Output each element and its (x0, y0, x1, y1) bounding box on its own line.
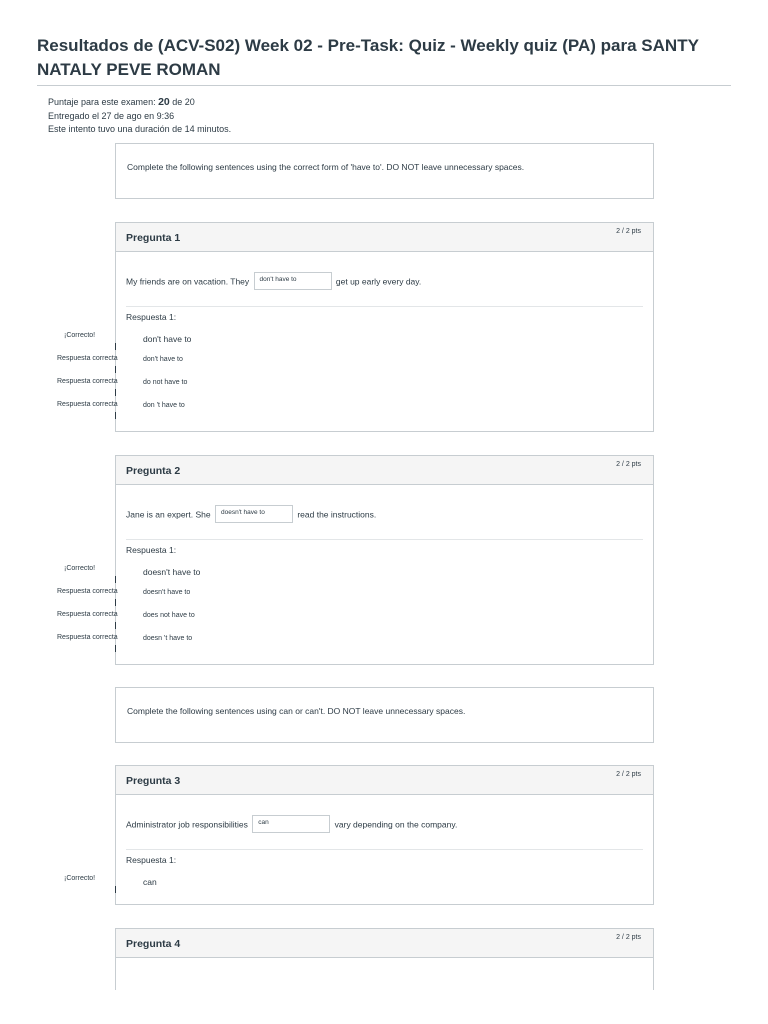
question-points: 2 / 2 pts (616, 228, 641, 235)
question-4-card (115, 928, 654, 990)
correct-answer: does not have to (143, 612, 195, 619)
marker-tick (115, 576, 116, 583)
given-answer: can (143, 877, 157, 887)
sentence-start: Administrator job responsibilities (126, 819, 248, 830)
question-sentence (126, 816, 457, 834)
correct-answer-label: Respuesta correcta (57, 634, 118, 641)
answer-blank: doesn't have to (215, 505, 293, 523)
question-header (116, 929, 653, 958)
correct-mark: ¡Correcto! (64, 565, 96, 572)
correct-mark: ¡Correcto! (64, 875, 96, 882)
response-label: Respuesta 1: (126, 855, 177, 865)
question-title: Pregunta 3 (126, 775, 181, 787)
attempt-summary (48, 96, 231, 137)
correct-answer: do not have to (143, 379, 188, 386)
instructions-text: Complete the following sentences using can or can't. DO NOT leave unnecessary spaces. (127, 706, 466, 716)
sentence-start: Jane is an expert. She (126, 509, 211, 520)
score-line (48, 96, 231, 110)
correct-mark: ¡Correcto! (64, 332, 96, 339)
correct-answer: don 't have to (143, 402, 185, 409)
marker-tick (115, 366, 116, 373)
question-sentence (126, 506, 376, 524)
marker-tick (115, 599, 116, 606)
duration-line: Este intento tuvo una duración de 14 minutos. (48, 124, 232, 134)
marker-tick (115, 412, 116, 419)
correct-answer-label: Respuesta correcta (57, 588, 118, 595)
instructions-can (115, 687, 654, 743)
given-answer: don't have to (143, 334, 192, 344)
correct-answer: don't have to (143, 356, 183, 363)
marker-tick (115, 886, 116, 893)
score-label: Puntaje para este examen: (48, 97, 159, 107)
question-3-card (115, 765, 654, 905)
question-2-card (115, 455, 654, 665)
page-title: Resultados de (ACV-S02) Week 02 - Pre-Task: Quiz - Weekly quiz (PA) para SANTY NATALY PEVE ROMAN (37, 36, 699, 79)
correct-answer: doesn 't have to (143, 635, 193, 642)
score-total: de 20 (169, 97, 195, 107)
sentence-start: My friends are on vacation. They (126, 276, 250, 287)
response-label: Respuesta 1: (126, 312, 177, 322)
correct-answer-label: Respuesta correcta (57, 401, 118, 408)
question-divider (126, 849, 643, 850)
question-1-card (115, 222, 654, 432)
question-points: 2 / 2 pts (616, 461, 641, 468)
question-title: Pregunta 2 (126, 465, 181, 477)
question-points: 2 / 2 pts (616, 934, 641, 941)
given-answer: doesn't have to (143, 567, 201, 577)
marker-tick (115, 645, 116, 652)
question-header (116, 766, 653, 795)
response-label: Respuesta 1: (126, 545, 177, 555)
correct-answer-label: Respuesta correcta (57, 355, 118, 362)
title-divider (37, 85, 731, 86)
question-title: Pregunta 1 (126, 232, 181, 244)
marker-tick (115, 343, 116, 350)
answer-blank: don't have to (254, 272, 332, 290)
sentence-end: get up early every day. (335, 276, 422, 287)
question-title: Pregunta 4 (126, 938, 181, 950)
question-divider (126, 306, 643, 307)
instructions-have-to (115, 143, 654, 199)
question-sentence (126, 273, 421, 291)
correct-answer-label: Respuesta correcta (57, 611, 118, 618)
score-value: 20 (158, 96, 170, 108)
question-divider (126, 539, 643, 540)
marker-tick (115, 389, 116, 396)
sentence-end: read the instructions. (297, 509, 377, 520)
instructions-text: Complete the following sentences using the correct form of 'have to'. DO NOT leave unnecessary spaces. (127, 162, 525, 172)
correct-answer: doesn't have to (143, 589, 191, 596)
question-header (116, 223, 653, 252)
sentence-end: vary depending on the company. (334, 819, 458, 830)
answer-blank: can (252, 815, 330, 833)
question-header (116, 456, 653, 485)
correct-answer-label: Respuesta correcta (57, 378, 118, 385)
marker-tick (115, 622, 116, 629)
question-points: 2 / 2 pts (616, 771, 641, 778)
submitted-line: Entregado el 27 de ago en 9:36 (48, 110, 175, 121)
